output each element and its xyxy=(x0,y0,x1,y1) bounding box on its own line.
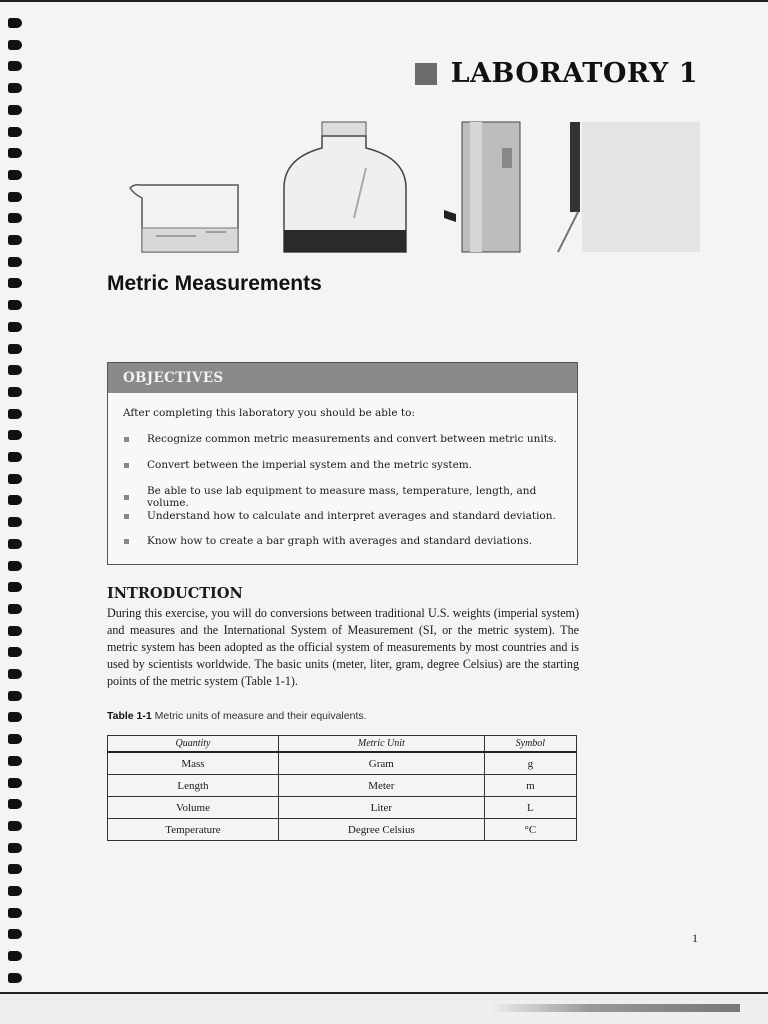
binding-hole xyxy=(8,951,22,961)
lab-equipment-photo xyxy=(126,118,700,254)
introduction-heading: INTRODUCTION xyxy=(107,585,243,602)
binding-hole xyxy=(8,691,22,701)
scan-shadow-bar xyxy=(490,1004,740,1012)
bullet-icon xyxy=(124,437,129,442)
column-header: Metric Unit xyxy=(278,736,484,753)
binding-hole xyxy=(8,778,22,788)
table-cell: Temperature xyxy=(108,819,279,841)
table-cell: Length xyxy=(108,775,279,797)
header-square-icon xyxy=(415,63,437,85)
page-number: 1 xyxy=(692,931,698,945)
objective-text: Be able to use lab equipment to measure mass, temperature, length, and volume. xyxy=(146,485,537,509)
binding-hole xyxy=(8,257,22,267)
objective-item xyxy=(123,459,472,471)
objective-text: Recognize common metric measurements and convert between metric units. xyxy=(147,433,557,445)
binding-hole xyxy=(8,474,22,484)
objective-item xyxy=(123,433,557,445)
table-cell: Gram xyxy=(278,752,484,775)
objective-text: Convert between the imperial system and the metric system. xyxy=(147,459,473,471)
binding-hole xyxy=(8,864,22,874)
table-row xyxy=(108,775,577,797)
binding-hole xyxy=(8,843,22,853)
binding-hole xyxy=(8,908,22,918)
binding-hole xyxy=(8,105,22,115)
binding-hole xyxy=(8,647,22,657)
binding-hole xyxy=(8,170,22,180)
spiral-binding xyxy=(0,10,30,990)
binding-hole xyxy=(8,734,22,744)
binding-hole xyxy=(8,973,22,983)
graduated-cylinder-icon xyxy=(444,122,520,252)
binding-hole xyxy=(8,517,22,527)
objectives-heading: OBJECTIVES xyxy=(108,363,577,393)
objectives-intro: After completing this laboratory you should be able to: xyxy=(123,407,416,419)
lab-header xyxy=(415,58,698,89)
table-header-row xyxy=(108,736,577,753)
binding-hole xyxy=(8,582,22,592)
binding-hole xyxy=(8,430,22,440)
binding-hole xyxy=(8,409,22,419)
table-cell: g xyxy=(484,752,576,775)
table-caption xyxy=(107,710,367,722)
metric-units-table xyxy=(107,735,577,841)
column-header: Symbol xyxy=(484,736,576,753)
binding-hole xyxy=(8,626,22,636)
binding-hole xyxy=(8,799,22,809)
objective-text: Understand how to calculate and interpret averages and standard deviation. xyxy=(147,510,556,522)
binding-hole xyxy=(8,40,22,50)
binding-hole xyxy=(8,148,22,158)
binding-hole xyxy=(8,669,22,679)
binding-hole xyxy=(8,213,22,223)
binding-hole xyxy=(8,235,22,245)
ruler-icon xyxy=(558,122,700,252)
bottle-icon xyxy=(284,122,406,252)
binding-hole xyxy=(8,322,22,332)
binding-hole xyxy=(8,387,22,397)
binding-hole xyxy=(8,127,22,137)
binding-hole xyxy=(8,604,22,614)
objective-item xyxy=(123,510,556,522)
objectives-box xyxy=(107,362,578,565)
objective-item xyxy=(123,485,577,509)
table-cell: Volume xyxy=(108,797,279,819)
page-top-edge xyxy=(0,0,768,2)
table-cell: °C xyxy=(484,819,576,841)
table-cell: L xyxy=(484,797,576,819)
objective-text: Know how to create a bar graph with averages and standard deviations. xyxy=(147,535,533,547)
binding-hole xyxy=(8,712,22,722)
table-row xyxy=(108,797,577,819)
column-header: Quantity xyxy=(108,736,279,753)
binding-hole xyxy=(8,756,22,766)
binding-hole xyxy=(8,61,22,71)
binding-hole xyxy=(8,278,22,288)
table-cell: Meter xyxy=(278,775,484,797)
bullet-icon xyxy=(124,539,129,544)
table-row xyxy=(108,819,577,841)
table-cell: m xyxy=(484,775,576,797)
bullet-icon xyxy=(124,514,129,519)
introduction-body: During this exercise, you will do conversions between traditional U.S. weights (imperial system) and measures and the International System of Measurement (SI, or the metric system). The metric system has been adopted as the official system of measurements by most countries and is used by scientists worldwide. The basic units (meter, liter, gram, degree Celsius) are the starting points of the metric system (Table 1-1). xyxy=(107,606,579,688)
table-cell: Liter xyxy=(278,797,484,819)
binding-hole xyxy=(8,192,22,202)
binding-hole xyxy=(8,929,22,939)
bullet-icon xyxy=(124,495,129,500)
table-cell: Mass xyxy=(108,752,279,775)
objective-item xyxy=(123,535,532,547)
binding-hole xyxy=(8,539,22,549)
binding-hole xyxy=(8,83,22,93)
page-title: Metric Measurements xyxy=(107,272,322,295)
table-caption-text: Metric units of measure and their equivalents. xyxy=(154,710,367,722)
binding-hole xyxy=(8,561,22,571)
table-row xyxy=(108,752,577,775)
bullet-icon xyxy=(124,463,129,468)
binding-hole xyxy=(8,344,22,354)
table-caption-label: Table 1-1 xyxy=(107,710,152,722)
lab-label: LABORATORY 1 xyxy=(450,58,698,89)
binding-hole xyxy=(8,365,22,375)
binding-hole xyxy=(8,886,22,896)
binding-hole xyxy=(8,821,22,831)
binding-hole xyxy=(8,452,22,462)
binding-hole xyxy=(8,495,22,505)
table-cell: Degree Celsius xyxy=(278,819,484,841)
beaker-icon xyxy=(130,185,238,252)
binding-hole xyxy=(8,300,22,310)
binding-hole xyxy=(8,18,22,28)
